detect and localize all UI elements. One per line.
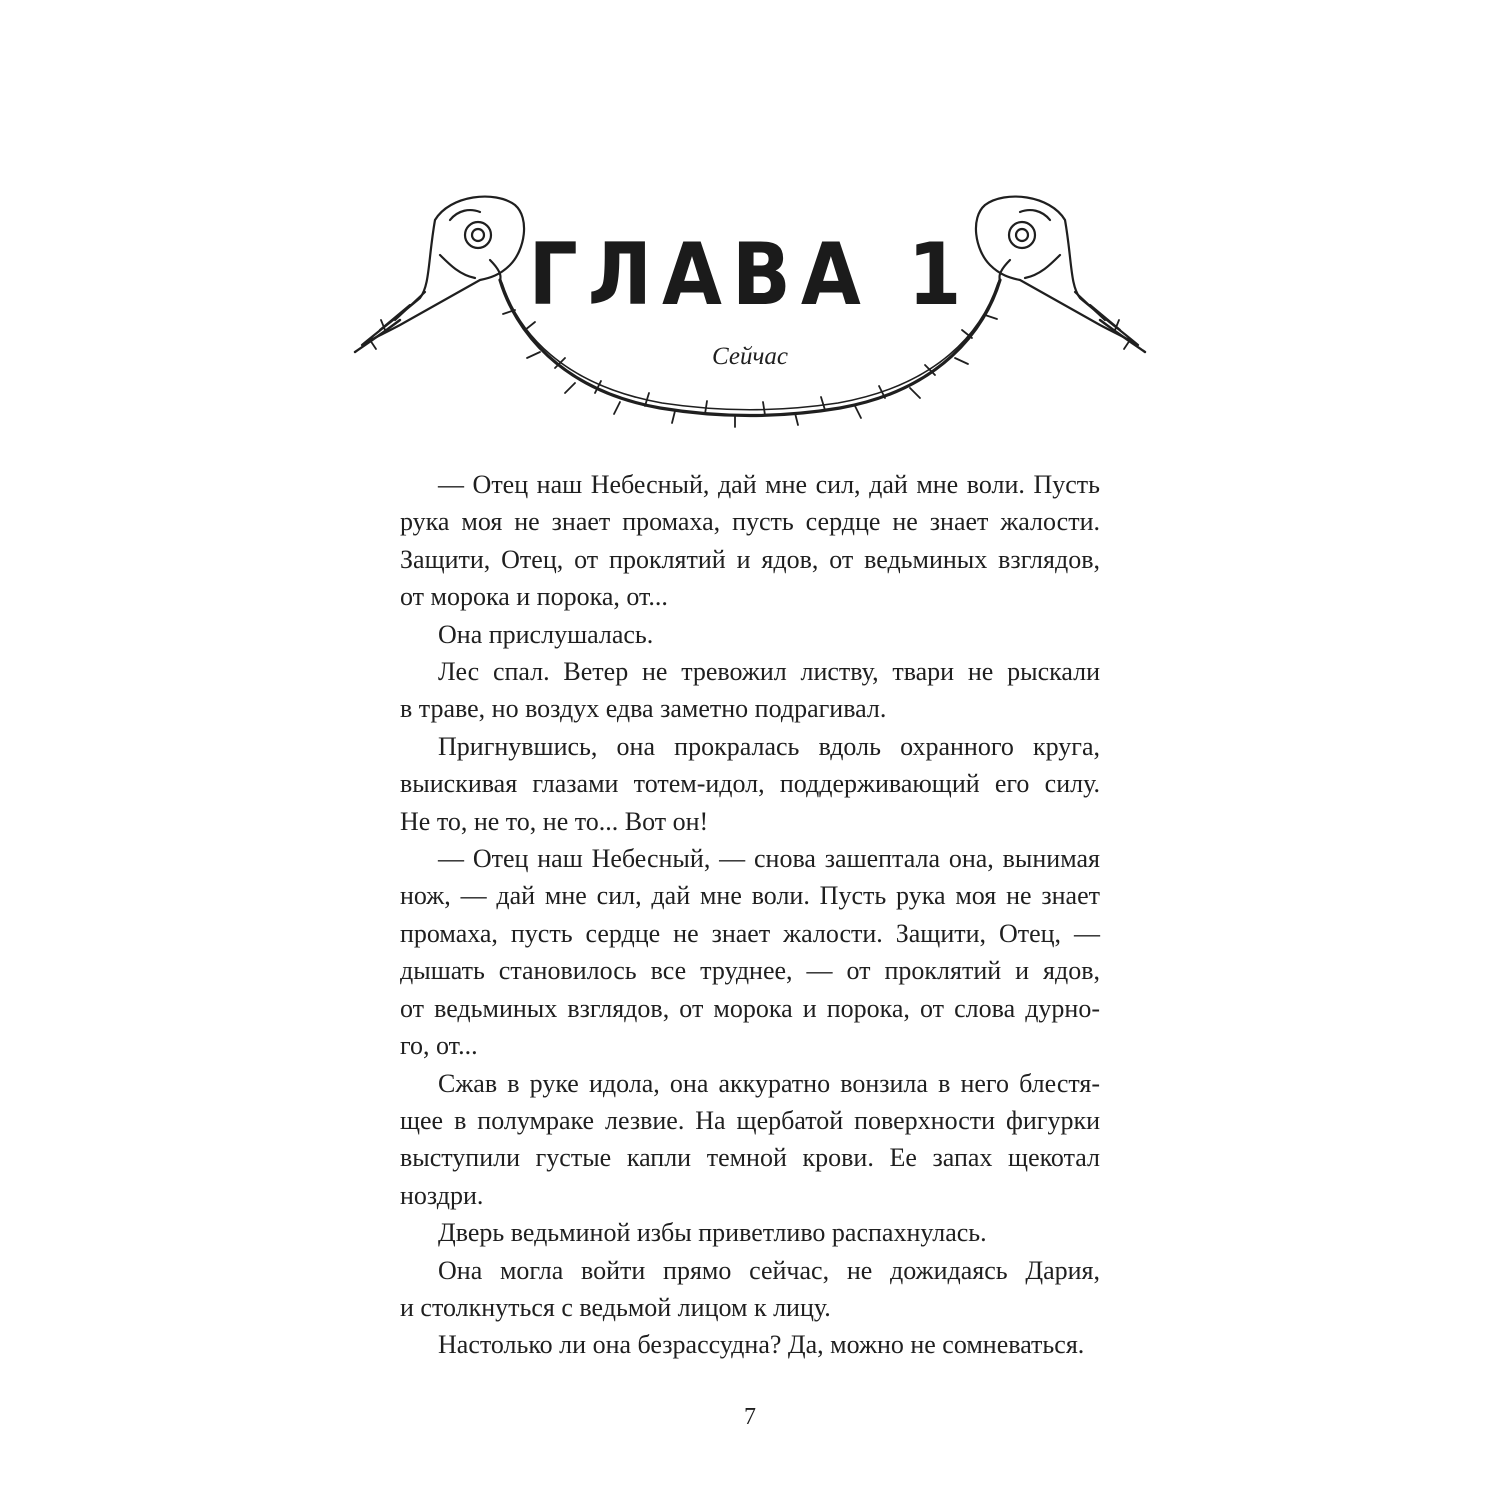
text-line: Настолько ли она безрассудна? Да, можно не сомневаться. [438, 1330, 1085, 1360]
text-line: от ведьминых взглядов, от морока и порока, от слова дурно- [400, 993, 1100, 1023]
text-line: нож, — дай мне сил, дай мне воли. Пусть рука моя не знает [400, 881, 1100, 911]
text-line: Лес спал. Ветер не тревожил листву, твари не рыскали [438, 657, 1100, 687]
text-line: щее в полумраке лезвие. На щербатой поверхности фигурки [400, 1105, 1100, 1135]
text-line: — Отец наш Небесный, дай мне сил, дай мне воли. Пусть [438, 470, 1100, 499]
chapter-title: ГЛАВА 1 [528, 225, 972, 325]
text-line: промаха, пусть сердце не знает жалости. Защити, Отец, — [400, 918, 1100, 948]
text-line: Защити, Отец, от проклятий и ядов, от ведьминых взглядов, [400, 544, 1100, 574]
text-line: дышать становилось все труднее, — от проклятий и ядов, [400, 956, 1100, 986]
text-line: от морока и порока, от... [400, 582, 668, 612]
text-line: и столкнуться с ведьмой лицом к лицу. [400, 1292, 831, 1322]
text-line: рука моя не знает промаха, пусть сердце не знает жалости. [400, 507, 1100, 537]
chapter-subtitle: Сейчас [712, 343, 788, 370]
text-line: Она прислушалась. [438, 619, 654, 649]
text-line: Сжав в руке идола, она аккуратно вонзила в него блестя- [438, 1068, 1100, 1098]
text-line: выступили густые капли темной крови. Ее запах щекотал [400, 1143, 1100, 1173]
text-line: Пригнувшись, она прокралась вдоль охранного круга, [438, 731, 1100, 761]
text-line: го, от... [400, 1031, 478, 1061]
text-line: Дверь ведьминой избы приветливо распахнулась. [438, 1218, 987, 1248]
text-line: — Отец наш Небесный, — снова зашептала она, вынимая [438, 844, 1100, 874]
text-line: Она могла войти прямо сейчас, не дожидаясь Дария, [438, 1255, 1100, 1285]
text-line: ноздри. [400, 1180, 484, 1210]
text-line: Не то, не то, не то... Вот он! [400, 806, 709, 836]
text-line: в траве, но воздух едва заметно подрагивал. [400, 694, 887, 724]
page-number: 7 [744, 1404, 756, 1430]
text-line: выискивая глазами тотем-идол, поддерживающий его силу. [400, 769, 1100, 799]
body-text [400, 466, 1100, 1364]
